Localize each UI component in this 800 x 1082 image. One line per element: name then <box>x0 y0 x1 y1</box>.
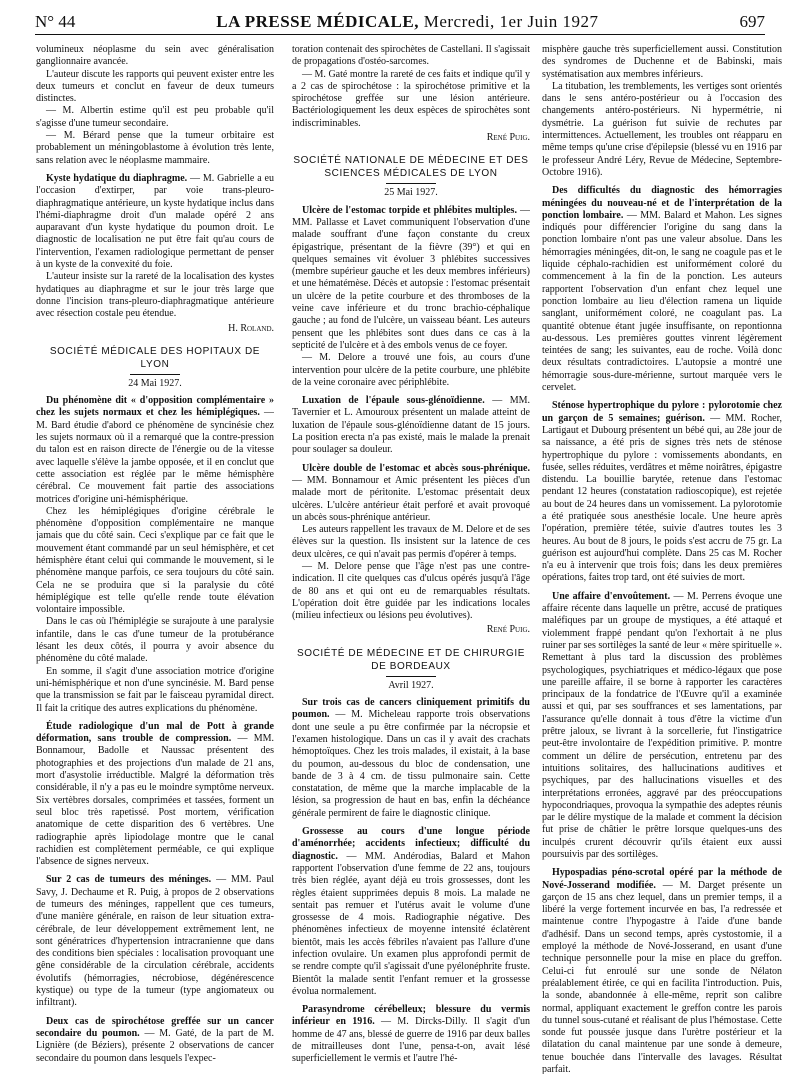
section-heading: SOCIÉTÉ MÉDICALE DES HOPITAUX DE LYON <box>49 345 261 370</box>
journal-name: LA PRESSE MÉDICALE, <box>216 12 419 31</box>
section-date: 25 Mai 1927. <box>384 187 438 199</box>
author-signature: H. Roland. <box>228 322 274 334</box>
paragraph: La titubation, les tremblements, les vertiges sont orientés dans le sens antéro-postérieur ou à l'occasion des changements antéro-postérieurs. Ni hypermétrie, ni dysmétrie. La guérison fut suivie de rechutes par intermittences. Actuellement, les troubles ont réapparu en même temps qu'une crise d'épilepsie (blessé vu en 1916 par le professeur André Léry, Revue de Médecine, Septembre-Octobre 1916). <box>542 80 782 178</box>
section-heading: SOCIÉTÉ NATIONALE DE MÉDECINE ET DES SCIENCES MÉDICALES DE LYON <box>293 155 529 180</box>
section-heading: SOCIÉTÉ DE MÉDECINE ET DE CHIRURGIE DE BORDEAUX <box>296 647 526 672</box>
article-title: Grossesse au cours d'une longue période d'aménorrhée; accidents infectieux; difficulté du diagnostic. <box>292 826 530 862</box>
page-number: 697 <box>739 12 765 31</box>
article-text: — M. Bard étudie d'abord ce phénomène de syncinésie chez les sujets normaux où il a remarqué que la contre-pression du talon est en raison directe de l'énergie ou de la vitesse avec laquelle s'élève la jambe opposée, et il en conclut que cette association est réglée par le même hémisphère cérébral. Ce mouvement fait partie des associations motrices d'origine uni-hémisphérique. <box>36 407 274 505</box>
column-3 <box>542 44 782 1074</box>
article-stenose <box>542 400 782 584</box>
section-date: Avril 1927. <box>388 679 434 691</box>
paragraph: — M. Gaté montre la rareté de ces faits et indique qu'il y a 2 cas de spirochétose : la spirochétose primitive et la spirochétose greffée sur une lésion antérieure. Bactériologiquement les deux espèces de spirochètes sont indiscriminables. <box>292 68 530 129</box>
article-text: — MM. Andérodias, Balard et Mahon rapportent l'observation d'une femme de 22 ans, toujours très bien réglée, ayant déjà eu trois grossesses, dont les règles étaient supprimées depuis 8 mois. La malade ne sentait pas remuer et l'utérus avait le volume d'une grossesse de 4 mois. Radiographie négative. Des phénomènes infectieux de moyenne intensité éclatèrent bientôt, mais les accès fébriles n'avaient pas l'allure d'une infection ovulaire. Un examen plus approfondi permit de se rendre compte qu'il s'agissait d'une pyélonéphrite fruste. Bientôt la malade sentit l'enfant remuer et la grossesse évolua normalement. <box>292 850 530 997</box>
section-rule <box>130 374 180 375</box>
issue-number: N° 44 <box>35 12 76 31</box>
section-rule <box>386 676 436 677</box>
article-hemorragies <box>542 185 782 394</box>
section-rule <box>386 183 436 184</box>
article-pott <box>36 721 274 869</box>
author-signature: René Puig. <box>486 132 530 144</box>
article-ulcere-double <box>292 463 530 524</box>
article-title: Ulcère double de l'estomac et abcès sous-phrénique. <box>302 462 530 474</box>
paragraph: misphère gauche très superficiellement aussi. Constitution des syndromes de Duchenne et de Babinski, mais systématisation aux membres inférieurs. <box>542 44 782 80</box>
page-header <box>35 12 765 35</box>
article-text: — M. Dircks-Dilly. Il s'agit d'un homme de 47 ans, blessé de guerre de 1916 par deux balles de mitrailleuses dont l'une, pensa-t-on, avait lésé superficiellement le vermis et l'autre l'hé- <box>292 1016 530 1065</box>
paragraph: — M. Delore a trouvé une fois, au cours d'une intervention pour ulcère de la petite courbure, une phlébite de la veine coronaire avec périphlébite. <box>292 352 530 388</box>
issue-date: Mercredi, 1er Juin 1927 <box>423 12 599 31</box>
article-text: — MM. Bonnamour, Badolle et Naussac présentent des photographies et des projections d'un malade de 21 ans, mort d'asystolie irréductible. Malgré la déformation très considérable, il n'y a pas eu le moindre symptôme nerveux. Six vertèbres dorsales, comprimées et tassées, forment un seul bloc très rapetissé. Post mortem, vérification anatomique de cette disparition des 6 vertèbres. Une radiographie après lipiodolage montre que le canal rachidien est complètement perméable, ce qui explique l'absence de signes nerveux. <box>36 733 274 868</box>
article-text: — MM. Balard et Mahon. Les signes indiqués pour différencier l'origine du sang dans la ponction lombaire n'ont pas une valeur absolue. Dans les hémorragies méningées, dit-on, le sang ne coagule pas et le liquide céphalo-rachidien est uniformément coloré du commencement à la fin de la ponction. Les auteurs rapportent l'observation d'un enfant chez lequel une ponction lombaire au lieu d'élection ramena un liquide sanglant, uniformément coloré, ne coagulant pas. La quantité obtenue étant jugée insuffisante, on repontionna au-dessous. Les premières gouttes vinrent légèrement teintées de sang; les suivantes, eau de roche. Voilà donc deux résultats contradictoires. L'autopsie a montré une hémorragie sous-dure-mérienne, surtout marquée vers le cervelet. <box>542 209 782 394</box>
article-text: — M. Gabrielle a eu l'occasion d'extirper, par voie trans-pleuro-diaphragmatique antérieure, un kyste hydatique inclus dans l'hémi-diaphragme droit d'un malade opéré 2 ans auparavant d'un kyste hydatique du poumon droit. Le diagnostic de localisation ne put être fait qu'au cours de l'intervention, l'examen radiologique permettant de penser à un kyste de la convexité du foie. <box>36 172 274 271</box>
article-text: — M. Perrens évoque une affaire récente dans laquelle un prêtre, accusé de pratiques maléfiques par un groupe de mystiques, a été attaqué et violemment frappé pendant qu'on l'exhortait à ne plus ruiner par ses sortilèges la santé de leur « mère spirituelle ». Remettant à plus tard la discussion des problèmes psychologiques, psychiatriques et médico-légaux que pose une pareille affaire, il se borne à rapporter les caractères principaux de la fondatrice de l'Œuvre qu'il a examinée aussi et qui, par ses souffrances et ses lamentations, par l'assurance qu'elle donnait à tous d'être la victime d'un prêtre jaloux, se livrant à la sorcellerie, fut l'instigatrice peut-être involontaire de l'expédition primitive. P. montre comment un délire de persécution, entretenu par des intuitions solitaires, des hallucinations auditives et psychiques, par des hallucinations visuelles et des interprétations erronées, aggravé par des préoccupations hypocondriaques, provoqua la sympathie des adeptes réunis par le délire mystique de la malade et comment la décision fut prise de châtier le prêtre lorsque quelques-uns des inculpés crurent découvrir qu'ils étaient eux aussi poursuivis par des sortilèges. <box>542 590 782 860</box>
paragraph: — M. Albertin estime qu'il est peu probable qu'il s'agisse d'une tumeur secondaire. <box>36 105 274 129</box>
paragraph: volumineux néoplasme du sein avec généralisation ganglionnaire avancée. <box>36 44 274 68</box>
author-signature: René Puig. <box>486 624 530 636</box>
article-luxation <box>292 395 530 456</box>
column-1 <box>36 44 274 1074</box>
article-title: Des difficultés du diagnostic des hémorragies méningées du nouveau-né et de l'interprétation de la ponction lombaire. <box>542 185 782 221</box>
article-title: Kyste hydatique du diaphragme. <box>46 172 188 184</box>
running-title <box>216 12 598 32</box>
article-title: Ulcère de l'estomac torpide et phlébites multiples. <box>302 204 517 216</box>
paragraph: Dans le cas où l'hémiplégie se surajoute à une paralysie infantile, dans le cas d'une tumeur de la protubérance lésant les deux côtés, il pourra y avoir absence du phénomène du côté malade. <box>36 616 274 665</box>
article-title: Étude radiologique d'un mal de Pott à grande déformation, sans trouble de compression. <box>36 720 274 745</box>
article-title: Parasyndrome cérébelleux; blessure du vermis inférieur en 1916. <box>292 1004 530 1028</box>
article-hypospadias <box>542 867 782 1074</box>
article-text: — MM. Pallasse et Lavet communiquent l'observation d'une malade souffrant d'une façon constante du creux épigastrique, présentant de la fièvre (39°) et qui en quelques semaines vit évoluer 3 phlébites successives (membre supérieur gauche et les deux membres inférieurs) et une hématémèse. Décès et autopsie : l'estomac présentait un ulcère de la petite courbure et des thromboses de la veine cave inférieure et du tronc brachio-céphalique gauche ; au fond de l'ulcère, un vaisseau béant. Les auteurs pensent que les phlébites sont dues dans ce cas à la septicité de l'ulcère et à des embols venus de ce foyer. <box>292 204 530 351</box>
article-kyste <box>36 173 274 271</box>
article-envoutement <box>542 591 782 862</box>
article-title: Hypospadias péno-scrotal opéré par la méthode de Nové-Josserand modifiée. <box>542 867 782 891</box>
paragraph: Les auteurs rappellent les travaux de M. Delore et de ses élèves sur la question. Ils insistent sur la latence de ces deux ulcères, ce qui n'avait pas permis d'opérer à temps. <box>292 524 530 560</box>
article-title: Sténose hypertrophique du pylore : pylorotomie chez un garçon de 5 semaines; guérison. <box>542 400 782 424</box>
paragraph: — M. Delore pense que l'âge n'est pas une contre-indication. Il cite quelques cas d'ulcus opérés jusqu'à l'âge de 80 ans et qui ont eu de remarquables résultats. L'opération doit être guidée par les indications locales (milieu infectieux ou lésions peu évolutives). <box>292 560 530 622</box>
article-title: Sur 2 cas de tumeurs des méninges. <box>46 874 212 886</box>
article-cancers <box>292 697 530 820</box>
paragraph: — M. Bérard pense que la tumeur orbitaire est probablement un méningoblastome à évolution très lente, sans relation avec le néoplasme mammaire. <box>36 130 274 166</box>
paragraph: Chez les hémiplégiques d'origine cérébrale le phénomène d'opposition complémentaire ne manque jamais que du côté sain. Ceci s'explique par ce fait que le mouvement étant commandé par un seul hémisphère, et cet hémisphère étant celui qui commande le mouvement, si le phénomène manque parfois, ce sera toujours du côté sain. Cela ne se produira que si la paralysie du côté hémiplégique est telle qu'elle rende toute élévation volontaire impossible. <box>36 505 274 616</box>
article-text: — MM. Bonnamour et Amic présentent les pièces d'un malade mort de péritonite. L'estomac présentait deux ulcères. L'ulcère antérieur était perforé et avait provoqué un abcès sous-phrénique antérieur. <box>292 474 530 523</box>
column-2 <box>292 44 530 1074</box>
article-text: — M. Gaté, de la part de M. Lignière (de Béziers), présente 2 observations de cancer secondaire du poumon dans lesquels l'expec- <box>36 1027 274 1064</box>
article-title: Luxation de l'épaule sous-glénoïdienne. <box>302 395 485 407</box>
article-ulcere <box>292 205 530 353</box>
article-text: — MM. Rocher, Lartigaut et Dubourg présentent un bébé qui, au 28e jour de sa naissance, a été pris de signes très nets de sténose hypertrophique du pylore : vomissements abondants, en fusée, selles réduites, verdâtres et même noirâtres, épigastre distendu. La bouillie barytée, retenue dans l'estomac pendant 12 heures (constatation radioscopique), est rejetée au bout de 24 heures dans un vomissement. La pylorotomie a été pratiquée sous anesthésie locale. Une heure après l'opération, première tétée, suivie d'autres toutes les 3 heures. Au bout de 8 jours, le poids s'est accru de 75 gr. La guérison est aujourd'hui complète. Dans 25 cas M. Rocher n'a eu à intervenir que trois fois; dans les deux premières opérations, faites trop tard, ont été suivies de mort. <box>542 412 782 584</box>
paragraph: L'auteur insiste sur la rareté de la localisation des kystes hydatiques au diaphragme et sur le jour très large que donne l'incision trans-pleuro-diaphragmatique antérieure avec résection costale peu étendue. <box>36 271 274 320</box>
article-spirochetose <box>36 1016 274 1065</box>
paragraph: toration contenait des spirochètes de Castellani. Il s'agissait de propagations d'ostéo-sarcomes. <box>292 44 530 68</box>
article-title: Du phénomène dit « d'opposition complémentaire » chez les sujets normaux et chez les hémiplégiques. <box>36 395 274 419</box>
article-title: Deux cas de spirochétose greffée sur un cancer secondaire du poumon. <box>36 1015 274 1039</box>
article-tumeurs <box>36 874 274 1009</box>
paragraph: L'auteur discute les rapports qui peuvent exister entre les deux tumeurs et conclut en faveur de deux tumeurs distinctes. <box>36 68 274 105</box>
article-phenomene <box>36 395 274 506</box>
article-text: — M. Micheleau rapporte trois observations dont une seule a pu être confirmée par la nécropsie et l'examen histologique. Dans un cas il y avait des crachats hémoptoïques. Chez les trois malades, il existait, à la base du poumon, au-dessous du bloc de condensation, une bande de 3 à 4 cm. de tissu pulmonaire sain. Cette constatation, de même que la marche implacable de la lésion, sa progression de haut en bas, enfin la déchéance générale permirent de faire le diagnostic clinique. <box>292 709 530 819</box>
article-parasyndrome <box>292 1004 530 1065</box>
paragraph: En somme, il s'agit d'une association motrice d'origine uni-hémisphérique et non d'une syncinésie. M. Bard pense que la transmission se fait par le faisceau pyramidal direct. Il fait la critique des autres explications du phénomène. <box>36 665 274 714</box>
article-grossesse <box>292 826 530 998</box>
article-title: Sur trois cas de cancers cliniquement primitifs du poumon. <box>292 697 530 721</box>
section-date: 24 Mai 1927. <box>128 377 182 389</box>
article-title: Une affaire d'envoûtement. <box>552 590 671 602</box>
article-text: — MM. Paul Savy, J. Dechaume et R. Puig, à propos de 2 observations de tumeurs des méninges, rappellent que ces tumeurs, d'une manière générale, en raison de leur situation extra-cérébrale, de leur développement extrêmement lent, ne sont génératrices d'hypertension intracranienne que dans des conditions bien spéciales : localisation provoquant une gêne considérable de la circulation cérébrale, accidents évolutifs (hémorragies, nécrobiose, dégénérescence kystique) ou type de la tumeur (type angiomateux ou infiltrant). <box>36 874 274 1009</box>
article-text: — M. Darget présente un garçon de 15 ans chez lequel, dans un premier temps, il a libéré la verge fortement incurvée en bas, l'a redressée et maintenue contre l'hypogastre à l'aide d'une bande d'adhésif. Dans un second temps, après cystostomie, il a employé la méthode de Nové-Josserand, en usant d'une technique personnelle pour la mise en place du greffon. Celui-ci fut enroulé sur une sonde de Nélaton préalablement étirée, ce qui en facilita l'introduction. Puis, la sonde, abandonnée à elle-même, reprit son calibre normal, appliquant exactement le greffon contre les parois du tunnel sous-cutané et réalisant de plus l'hémostase. Cette sonde fut poussée jusque dans l'urètre postérieur et la dilatation du canal maintenue par une sonde à demeure, tenue bouchée dans l'intervalle des lavages. Résultat parfait. <box>542 879 782 1074</box>
article-text: — MM. Tavernier et L. Amouroux présentent un malade atteint de luxation de l'épaule sous-glénoïdienne datant de 15 jours. La position erecta n'a pas existé, mais le malade la prenait pour soulager sa douleur. <box>292 395 530 456</box>
